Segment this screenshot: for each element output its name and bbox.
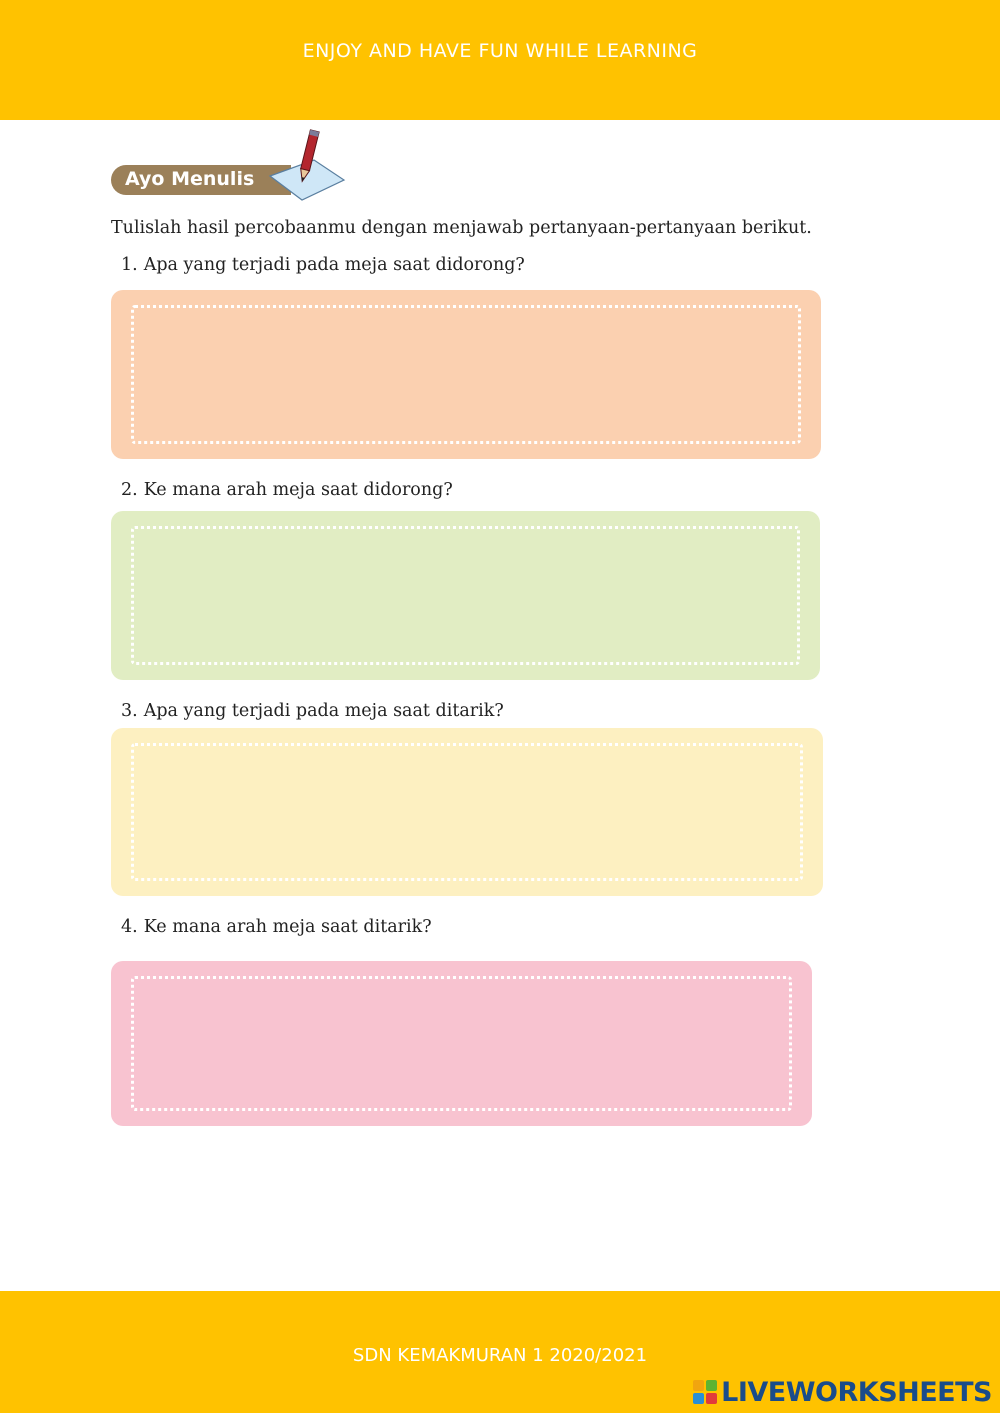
answer-area-border (131, 743, 803, 881)
question-text: Apa yang terjadi pada meja saat didorong? (143, 255, 525, 275)
question-3 (121, 701, 504, 721)
answer-box-2[interactable] (111, 511, 820, 680)
question-text: Apa yang terjadi pada meja saat ditarik? (143, 701, 504, 721)
liveworksheets-wordmark: LIVEWORKSHEETS (721, 1376, 992, 1408)
liveworksheets-brand[interactable] (692, 1377, 992, 1407)
answer-area-border (131, 526, 800, 665)
question-number: 2. (121, 480, 138, 500)
question-1 (121, 255, 525, 275)
answer-box-4[interactable] (111, 961, 812, 1126)
liveworksheets-logo-icon (692, 1379, 718, 1405)
footer-school-text: SDN KEMAKMURAN 1 2020/2021 (352, 1345, 648, 1366)
answer-box-1[interactable] (111, 290, 821, 459)
pencil-paper-icon (262, 128, 352, 208)
question-number: 4. (121, 917, 138, 937)
intro-instruction: Tulislah hasil percobaanmu dengan menjawab pertanyaan-pertanyaan berikut. (111, 218, 812, 238)
question-number: 3. (121, 701, 138, 721)
question-number: 1. (121, 255, 138, 275)
answer-area-border (131, 305, 801, 444)
answer-box-3[interactable] (111, 728, 823, 896)
section-tag-label: Ayo Menulis (125, 168, 255, 190)
question-text: Ke mana arah meja saat ditarik? (143, 917, 432, 937)
answer-area-border (131, 976, 792, 1111)
question-text: Ke mana arah meja saat didorong? (143, 480, 453, 500)
question-2 (121, 480, 453, 500)
footer-banner (0, 1291, 1000, 1413)
header-title: ENJOY AND HAVE FUN WHILE LEARNING (302, 40, 698, 62)
header-banner (0, 0, 1000, 120)
question-4 (121, 917, 432, 937)
